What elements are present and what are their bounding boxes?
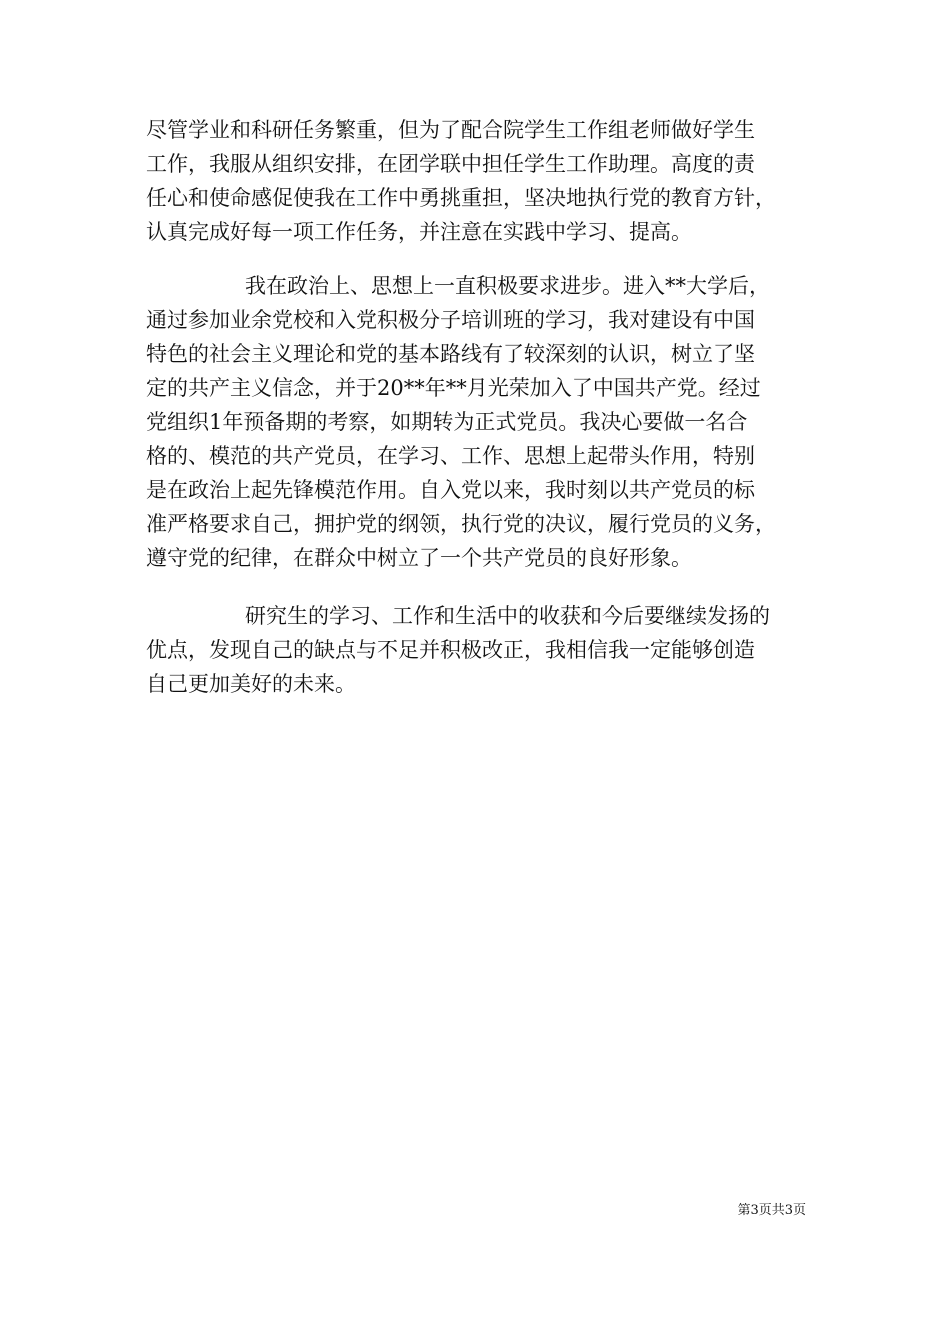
page-number-footer: 第3页共3页 bbox=[737, 1203, 806, 1218]
paragraph-line: 通过参加业余党校和入党积极分子培训班的学习，我对建设有中国 bbox=[146, 308, 755, 332]
paragraph-line: 遵守党的纪律，在群众中树立了一个共产党员的良好形象。 bbox=[146, 546, 692, 570]
paragraph-line: 优点，发现自己的缺点与不足并积极改正，我相信我一定能够创造 bbox=[146, 638, 755, 662]
paragraph-line: 工作，我服从组织安排，在团学联中担任学生工作助理。高度的责 bbox=[146, 152, 755, 176]
paragraph-line: 准严格要求自己，拥护党的纲领，执行党的决议，履行党员的义务， bbox=[146, 512, 776, 536]
paragraph-line: 我在政治上、思想上一直积极要求进步。进入**大学后， bbox=[245, 274, 770, 298]
paragraph-line: 研究生的学习、工作和生活中的收获和今后要继续发扬的 bbox=[245, 604, 770, 628]
paragraph-line: 任心和使命感促使我在工作中勇挑重担，坚决地执行党的教育方针， bbox=[146, 186, 776, 210]
paragraph-line: 认真完成好每一项工作任务，并注意在实践中学习、提高。 bbox=[146, 220, 692, 244]
paragraph-line: 党组织1年预备期的考察，如期转为正式党员。我决心要做一名合 bbox=[146, 410, 748, 434]
paragraph-line: 是在政治上起先锋模范作用。自入党以来，我时刻以共产党员的标 bbox=[146, 478, 755, 502]
paragraph-line: 自己更加美好的未来。 bbox=[146, 672, 356, 696]
paragraph-line: 尽管学业和科研任务繁重，但为了配合院学生工作组老师做好学生 bbox=[146, 118, 755, 142]
paragraph-line: 格的、模范的共产党员，在学习、工作、思想上起带头作用，特别 bbox=[146, 444, 755, 468]
paragraph-line: 特色的社会主义理论和党的基本路线有了较深刻的认识，树立了坚 bbox=[146, 342, 755, 366]
paragraph-line: 定的共产主义信念，并于20**年**月光荣加入了中国共产党。经过 bbox=[146, 376, 761, 400]
